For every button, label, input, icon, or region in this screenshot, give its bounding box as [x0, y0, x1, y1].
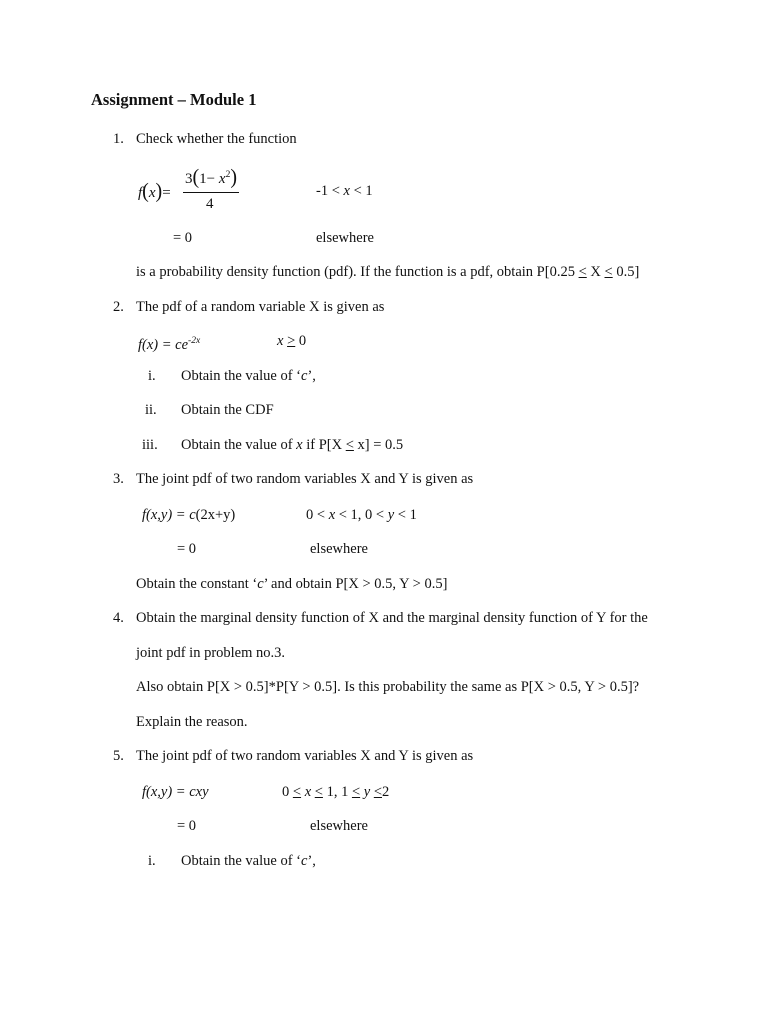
- q4-line: Explain the reason.: [136, 714, 248, 730]
- q1-denominator: 4: [206, 196, 214, 212]
- q2-item-number: iii.: [142, 437, 158, 453]
- q1-closing: is a probability density function (pdf). If the function is a pdf, obtain P[0.25 < X < 0.5]: [136, 264, 640, 280]
- q1-number: 1.: [113, 131, 124, 147]
- q2-item-number: ii.: [145, 402, 157, 418]
- q1-zero: = 0: [173, 230, 193, 246]
- q2-item-text: Obtain the value of x if P[X < x] = 0.5: [181, 437, 404, 453]
- q4-number: 4.: [113, 610, 124, 626]
- q1-numerator: $3(1- x^2)$: [185, 165, 237, 189]
- q5-number: 5.: [113, 748, 124, 764]
- q3-elsewhere: elsewhere: [310, 541, 368, 557]
- q5-range: 0 < x < 1, 1 < y <2: [282, 784, 390, 800]
- q4-line: joint pdf in problem no.3.: [136, 645, 286, 661]
- q1-fraction-bar: [183, 192, 239, 193]
- q4-line: Also obtain P[X > 0.5]*P[Y > 0.5]. Is this probability the same as P[X > 0.5, Y > 0.5]?: [136, 679, 640, 695]
- q3-range: 0 < x < 1, 0 < y < 1: [306, 507, 417, 523]
- q2-number: 2.: [113, 299, 124, 315]
- q2-condition: x > 0: [277, 333, 307, 349]
- page-title: Assignment – Module 1: [91, 90, 257, 109]
- q2-item-number: i.: [148, 368, 156, 384]
- q1-range: -1 < x < 1: [316, 183, 373, 199]
- q2-function: $f(x) = ce^{-2x}$: [138, 336, 201, 353]
- q5-zero: = 0: [177, 818, 197, 834]
- q3-text: The joint pdf of two random variables X and Y is given as: [136, 471, 474, 487]
- q2-item-text: Obtain the value of ‘c’,: [181, 368, 316, 384]
- q1-text: Check whether the function: [136, 131, 297, 147]
- q2-text: The pdf of a random variable X is given as: [136, 299, 385, 315]
- q3-function: f(x,y) = c(2x+y): [142, 507, 236, 523]
- q3-zero: = 0: [177, 541, 197, 557]
- q5-function: f(x,y) = cxy: [142, 784, 209, 800]
- q4-line: Obtain the marginal density function of X and the marginal density function of Y for the: [136, 610, 648, 626]
- q5-item-number: i.: [148, 853, 156, 869]
- q2-item-text: Obtain the CDF: [181, 402, 274, 418]
- q5-elsewhere: elsewhere: [310, 818, 368, 834]
- q5-text: The joint pdf of two random variables X and Y is given as: [136, 748, 474, 764]
- q3-closing: Obtain the constant ‘c’ and obtain P[X > 0.5, Y > 0.5]: [136, 576, 448, 592]
- q5-item-text: Obtain the value of ‘c’,: [181, 853, 316, 869]
- q1-function-lhs: f(x)=: [138, 179, 171, 203]
- q3-number: 3.: [113, 471, 124, 487]
- q1-elsewhere: elsewhere: [316, 230, 374, 246]
